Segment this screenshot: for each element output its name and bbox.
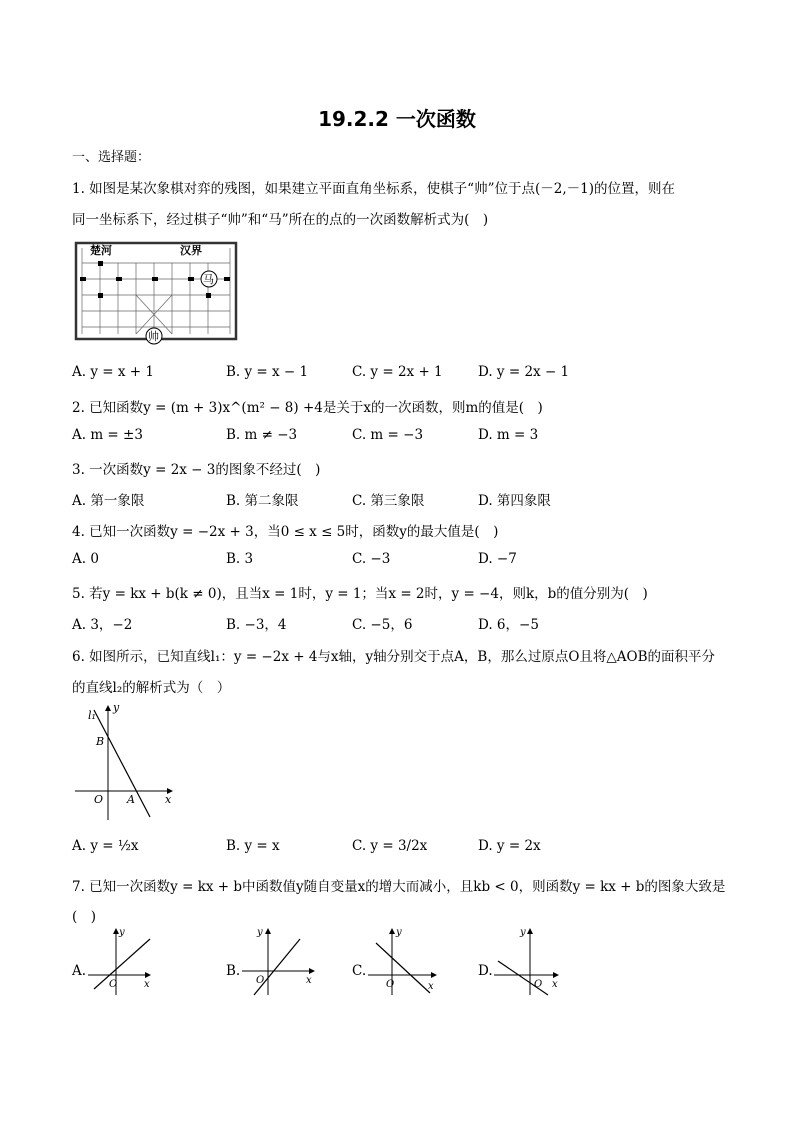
q4-option-c: C. −3: [352, 551, 391, 567]
q6-option-b: B. y = x: [226, 838, 280, 854]
q4-text: 4. 已知一次函数y = −2x + 3，当0 ≤ x ≤ 5时，函数y的最大值是( ): [72, 524, 499, 540]
q7-option-a-label: A.: [72, 963, 87, 979]
q2-option-d: D. m = 3: [478, 427, 539, 443]
q6-option-c: C. y = 3/2x: [352, 838, 428, 854]
q1-option-c: C. y = 2x + 1: [352, 364, 443, 380]
page-title: 19.2.2 一次函数: [318, 107, 476, 131]
q7-option-b-label: B.: [226, 963, 241, 979]
q7-text-line2: ( ): [72, 909, 97, 925]
svg-text:O: O: [109, 979, 118, 990]
label-l1: l₁: [88, 709, 96, 722]
svg-text:x: x: [428, 981, 434, 992]
label-x: x: [165, 793, 172, 806]
svg-text:O: O: [256, 975, 265, 986]
q2-option-b: B. m ≠ −3: [226, 427, 298, 443]
general-piece-label: 帅: [148, 330, 159, 343]
q7-graph-b: [240, 925, 320, 997]
svg-text:x: x: [306, 975, 312, 986]
q6-text-line1: 6. 如图所示，已知直线l₁：y = −2x + 4与x轴，y轴分别交于点A，B，那么过原点O且将△AOB的面积平分: [72, 649, 716, 665]
svg-text:y: y: [119, 927, 125, 938]
board-label-hanjie: 汉界: [180, 244, 202, 257]
q1-text-line1: 1. 如图是某次象棋对弈的残图，如果建立平面直角坐标系，使棋子“帅”位于点(－2,－1)的位置，则在: [72, 181, 675, 197]
q2-option-c: C. m = −3: [352, 427, 424, 443]
svg-text:y: y: [257, 927, 263, 938]
q3-text: 3. 一次函数y = 2x − 3的图象不经过( ): [72, 462, 321, 478]
q5-text: 5. 若y = kx + b(k ≠ 0)，且当x = 1时，y = 1；当x = 2时，y = −4，则k，b的值分别为( ): [72, 586, 648, 602]
q6-option-d: D. y = 2x: [478, 838, 541, 854]
q7-option-d-label: D.: [478, 963, 493, 979]
q6-option-a: A. y = ½x: [72, 838, 139, 854]
q3-option-c: C. 第三象限: [352, 493, 425, 509]
svg-text:y: y: [520, 927, 526, 938]
q5-option-d: D. 6，−5: [478, 617, 539, 633]
q7-option-c-label: C.: [352, 963, 367, 979]
svg-text:x: x: [144, 979, 150, 990]
q1-text-line2: 同一坐标系下，经过棋子“帅”和“马”所在的点的一次函数解析式为( ): [72, 212, 489, 228]
board-grid: [82, 248, 230, 334]
q6-text-line2: 的直线l₂的解析式为（ ）: [72, 680, 231, 696]
q2-text: 2. 已知函数y = (m + 3)x^(m² − 8) +4是关于x的一次函数，则m的值是( ): [72, 400, 543, 416]
label-y: y: [113, 701, 120, 714]
q7-graph-d: [492, 925, 572, 997]
q5-option-c: C. −5，6: [352, 617, 413, 633]
q7a-line: [94, 939, 150, 989]
q1-option-a: A. y = x + 1: [72, 364, 154, 380]
q4-option-b: B. 3: [226, 551, 254, 567]
board-label-chuhe: 楚河: [90, 244, 112, 257]
q4-option-d: D. −7: [478, 551, 517, 567]
q3-option-a: A. 第一象限: [72, 493, 145, 509]
svg-text:O: O: [386, 979, 395, 990]
q2-option-a: A. m = ±3: [72, 427, 143, 443]
q7-text-line1: 7. 已知一次函数y = kx + b中函数值y随自变量x的增大而减小，且kb < 0，则函数y = kx + b的图象大致是: [72, 879, 726, 895]
svg-text:O: O: [534, 979, 543, 990]
q5-option-b: B. −3，4: [226, 617, 287, 633]
label-o: O: [94, 793, 104, 806]
q5-option-a: A. 3，−2: [72, 617, 133, 633]
q7-graph-a: [86, 925, 156, 997]
chess-board-figure: [72, 238, 240, 348]
label-a: A: [127, 793, 135, 806]
horse-piece-label: 马: [203, 273, 214, 286]
q1-option-d: D. y = 2x − 1: [478, 364, 570, 380]
svg-text:y: y: [396, 927, 402, 938]
svg-text:x: x: [552, 979, 558, 990]
label-b: B: [96, 735, 105, 748]
q4-option-a: A. 0: [72, 551, 99, 567]
q6-graph-figure: [72, 700, 182, 824]
q7b-line: [254, 939, 300, 995]
q3-option-b: B. 第二象限: [226, 493, 299, 509]
q3-option-d: D. 第四象限: [478, 493, 551, 509]
q7c-line: [376, 943, 430, 993]
q1-option-b: B. y = x − 1: [226, 364, 309, 380]
q7-graph-c: [366, 925, 442, 997]
section-heading: 一、选择题：: [72, 150, 151, 165]
